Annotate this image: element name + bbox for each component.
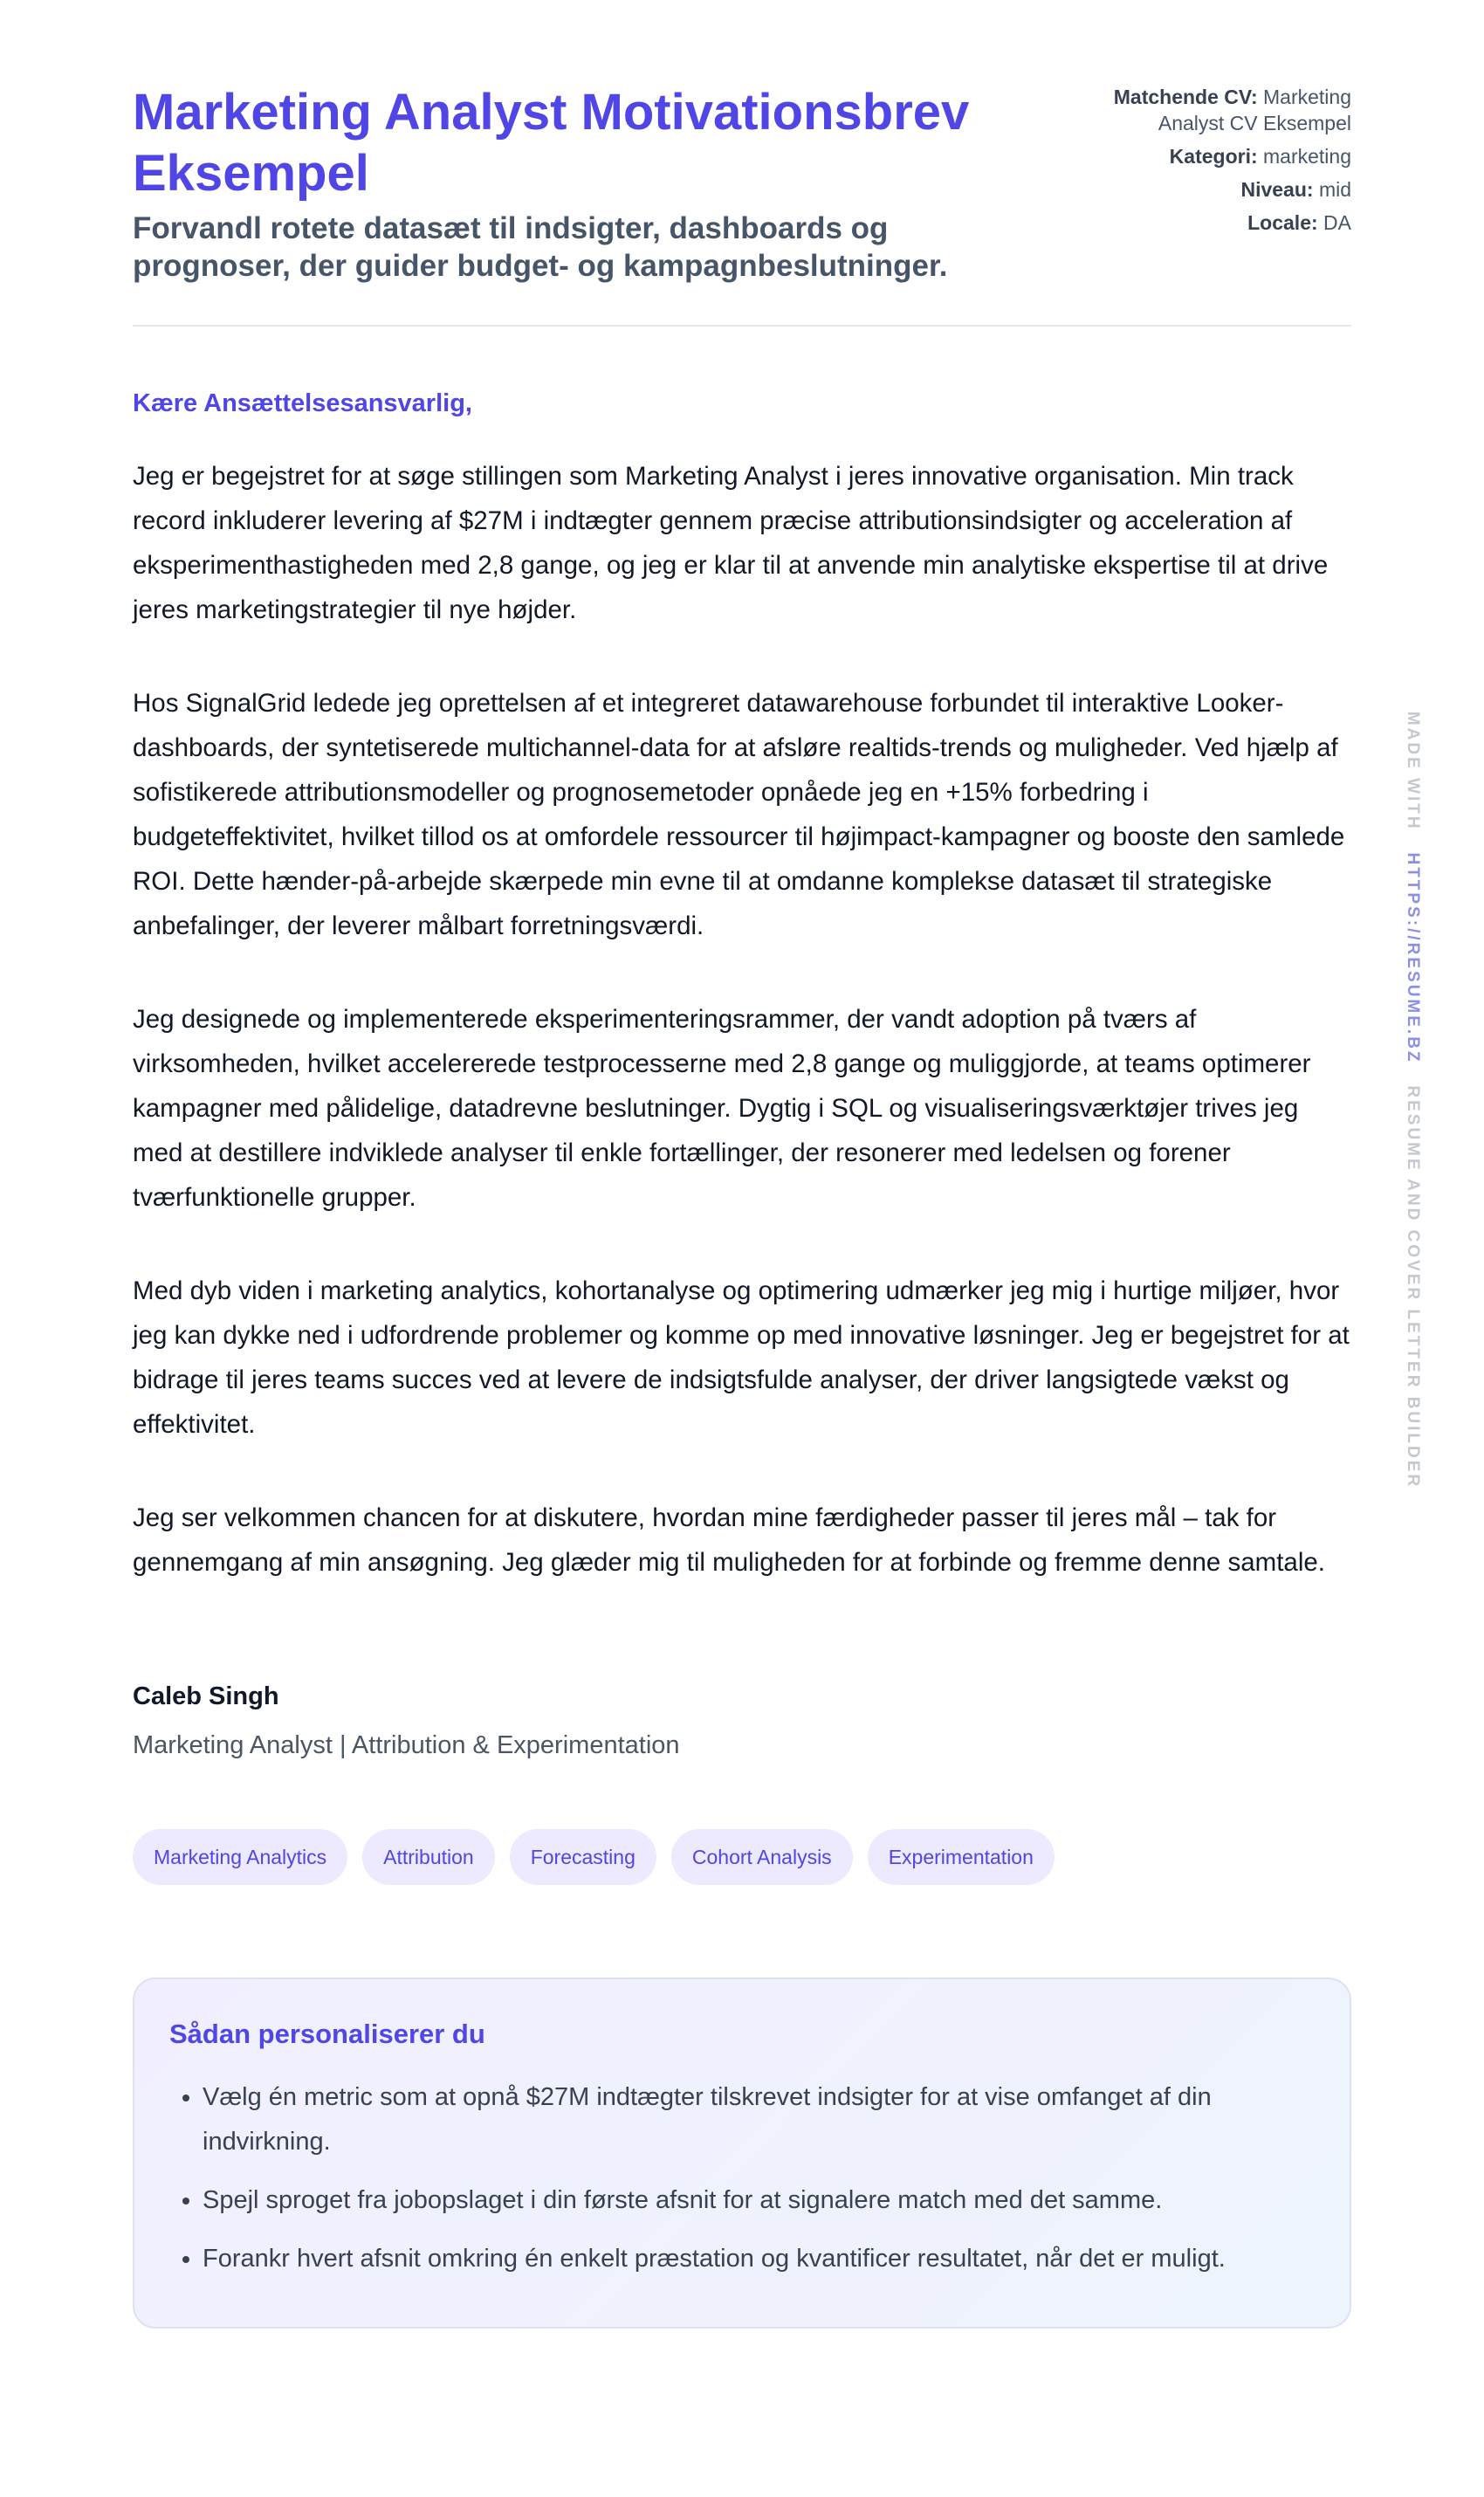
- tips-list: [169, 2075, 1315, 2281]
- skill-tag: Cohort Analysis: [671, 1829, 853, 1885]
- tip-item: • Spejl sproget fra jobopslaget i din første afsnit for at signalere match med det samme.: [203, 2178, 1315, 2223]
- meta-cv-label: Matchende CV:: [1113, 86, 1258, 108]
- meta-locale-value: DA: [1323, 211, 1351, 234]
- watermark-link[interactable]: HTTPS://RESUME.BZ: [1404, 852, 1422, 1064]
- tip-item: • Vælg én metric som at opnå $27M indtægter tilskrevet indsigter for at vise omfanget af din indvirkning.: [203, 2075, 1315, 2164]
- letter-body: [133, 454, 1351, 1585]
- cover-letter-page: [133, 82, 1351, 2328]
- signature-name: Caleb Singh: [133, 1682, 279, 1710]
- page-subtitle: Forvandl rotete datasæt til indsigter, dashboards og prognoser, der guider budget- og kampagnbeslutninger.: [133, 211, 948, 283]
- skill-tag: Experimentation: [868, 1829, 1055, 1885]
- skill-tag: Marketing Analytics: [133, 1829, 347, 1885]
- skill-tags: [133, 1829, 1351, 1885]
- letter-paragraph: Jeg designede og implementerede eksperimenteringsrammer, der vandt adoption på tværs af virksomheden, hvilket accelererede testprocesserne med 2,8 gange og muliggjorde, at teams optimerer kampagner med pålidelige, datadrevne beslutninger. Dygtig i SQL og visualiseringsværktøjer trives jeg med at destillere indviklede analyser til enkle fortællinger, der resonerer med ledelsen og forener tværfunktionelle grupper.: [133, 1005, 1311, 1212]
- meta-category: [1063, 143, 1351, 169]
- letter-paragraph: Hos SignalGrid ledede jeg oprettelsen af et integreret datawarehouse forbundet til interaktive Looker-dashboards, der syntetiserede multichannel-data for at afsløre realtids-trends og muligheder. Ved hjælp af sofistikerede attributionsmodeller og prognosemetoder opnåede jeg en +15% forbedring i budgeteffektivitet, hvilket tillod os at omfordele ressourcer til højimpact-kampagner og booste den samlede ROI. Dette hænder-på-arbejde skærpede min evne til at omdanne komplekse datasæt til strategiske anbefalinger, der leverer målbart forretningsværdi.: [133, 689, 1345, 940]
- watermark: [1403, 712, 1422, 1489]
- meta-locale: [1063, 210, 1351, 236]
- meta-cv: [1063, 84, 1351, 136]
- page-title: Marketing Analyst Motivationsbrev Eksempel: [133, 84, 970, 202]
- meta-level-value: mid: [1318, 178, 1351, 201]
- letter-greeting: Kære Ansættelsesansvarlig,: [133, 389, 472, 417]
- watermark-suffix: RESUME AND COVER LETTER BUILDER: [1404, 1085, 1422, 1489]
- letter-header: [133, 82, 1351, 285]
- meta-info: [1063, 84, 1351, 243]
- personalization-tips-box: [133, 1978, 1351, 2328]
- signature-role: Marketing Analyst | Attribution & Experimentation: [133, 1731, 680, 1759]
- meta-category-label: Kategori:: [1169, 145, 1258, 168]
- meta-level-label: Niveau:: [1240, 178, 1314, 201]
- meta-locale-label: Locale:: [1247, 211, 1318, 234]
- meta-cv-link[interactable]: Marketing Analyst CV Eksempel: [1158, 86, 1351, 134]
- letter-paragraph: Med dyb viden i marketing analytics, kohortanalyse og optimering udmærker jeg mig i hurtige miljøer, hvor jeg kan dykke ned i udfordrende problemer og komme op med innovative løsninger. Jeg er begejstret for at bidrage til jeres teams succes ved at levere de indsigtsfulde analyser, der driver langsigtede vækst og effektivitet.: [133, 1276, 1350, 1439]
- tip-item: • Forankr hvert afsnit omkring én enkelt præstation og kvantificer resultatet, når det er muligt.: [203, 2237, 1315, 2281]
- skill-tag: Attribution: [362, 1829, 495, 1885]
- header-titles: [133, 82, 1049, 285]
- skill-tag: Forecasting: [510, 1829, 656, 1885]
- letter-paragraph: Jeg er begejstret for at søge stillingen som Marketing Analyst i jeres innovative organisation. Min track record inkluderer levering af $27M i indtægter gennem præcise attributionsindsigter og acceleration af eksperimenthastigheden med 2,8 gange, og jeg er klar til at anvende min analytiske ekspertise til at drive jeres marketingstrategier til nye højder.: [133, 462, 1329, 624]
- watermark-prefix: MADE WITH: [1404, 711, 1422, 831]
- header-divider: [133, 325, 1351, 327]
- meta-category-value: marketing: [1263, 145, 1351, 168]
- meta-level: [1063, 176, 1351, 203]
- tips-title: Sådan personaliserer du: [169, 2019, 485, 2049]
- letter-paragraph: Jeg ser velkommen chancen for at diskutere, hvordan mine færdigheder passer til jeres mål – tak for gennemgang af min ansøgning. Jeg glæder mig til muligheden for at forbinde og fremme denne samtale.: [133, 1503, 1325, 1577]
